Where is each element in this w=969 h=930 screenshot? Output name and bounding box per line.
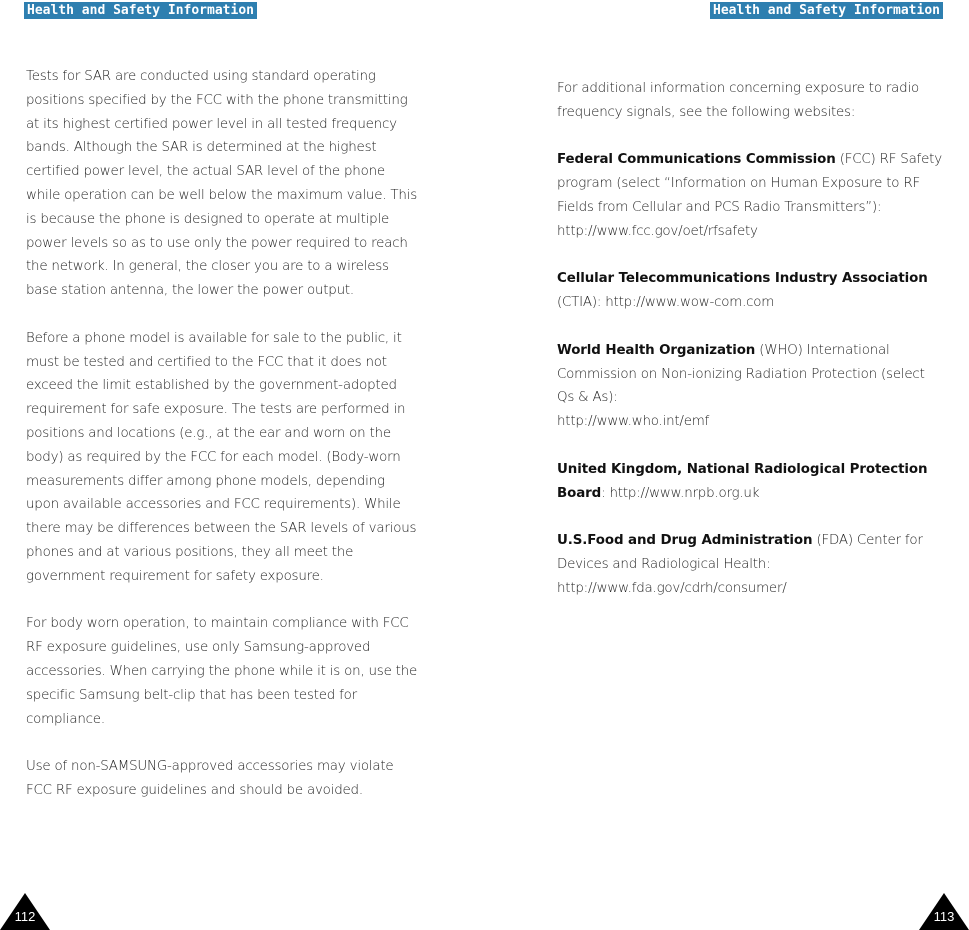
page-corner-left [0, 892, 50, 930]
intro-paragraph: For additional information concerning exposure to radio frequency signals, see the following websites: [557, 81, 919, 120]
source-text: (FCC) RF Safety program (select “Information on Human Exposure to RF Fields from Cellular and PCS Radio Transmitters”): [557, 152, 942, 215]
page-number-right: 113 [933, 909, 955, 924]
paragraph-certification: Before a phone model is available for sale to the public, it must be tested and certified to the FCC that it does not exceed the limit established by the government-adopted requirement for safe exposure. The tests are performed in positions and locations (e.g., at the ear and worn on the body) as required by the FCC for each model. (Body-worn measurements differ among phone models, depending upon available accessories and FCC requirements). While there may be differences between the SAR levels of various phones and at various positions, they all meet the government requirement for safety exposure. [26, 330, 417, 584]
page-corner-right [919, 892, 969, 930]
header-title-right: Health and Safety Information [710, 2, 943, 19]
right-page-body [557, 77, 942, 624]
source-url[interactable]: http://www.fda.gov/cdrh/consumer/ [557, 580, 787, 596]
source-name: Federal Communications Commission [557, 152, 836, 168]
source-nrpb [557, 458, 942, 506]
paragraph-sar-tests: Tests for SAR are conducted using standard operating positions specified by the FCC with the phone transmitting at its highest certified power level in all tested frequency bands. Although the SAR is determined at the highest certified power level, the actual SAR level of the phone while operation can be well below the maximum value. This is because the phone is designed to operate at multiple power levels so as to use only the power required to reach the network. In general, the closer you are to a wireless base station antenna, the lower the power output. [26, 69, 417, 299]
source-name: United Kingdom, National Radiological Protection Board [557, 461, 928, 501]
source-fda [557, 529, 942, 600]
page-number-left: 112 [14, 909, 36, 924]
source-url[interactable]: http://www.fcc.gov/oet/rfsafety [557, 223, 758, 239]
paragraph-accessories-warning: Use of non-SAMSUNG-approved accessories may violate FCC RF exposure guidelines and should be avoided. [26, 759, 394, 798]
source-text: (CTIA): http://www.wow-com.com [557, 295, 775, 311]
source-ctia [557, 267, 942, 315]
source-fcc [557, 148, 942, 243]
left-page-body [26, 65, 418, 827]
source-text: (FDA) Center for Devices and Radiological Health: [557, 533, 923, 572]
header-title-left: Health and Safety Information [24, 2, 257, 19]
source-text: (WHO) International Commission on Non-ionizing Radiation Protection (select Qs & As): [557, 342, 925, 406]
source-name: World Health Organization [557, 342, 756, 358]
source-name: U.S.Food and Drug Administration [557, 533, 813, 549]
source-name: Cellular Telecommunications Industry Association [557, 271, 928, 287]
paragraph-body-worn: For body worn operation, to maintain compliance with FCC RF exposure guidelines, use only Samsung-approved accessories. When carrying the phone while it is on, use the specific Samsung belt-clip that has been tested for compliance. [26, 616, 418, 727]
source-who [557, 339, 942, 434]
source-url[interactable]: http://www.who.int/emf [557, 414, 710, 430]
source-text: : http://www.nrpb.org.uk [601, 485, 760, 501]
